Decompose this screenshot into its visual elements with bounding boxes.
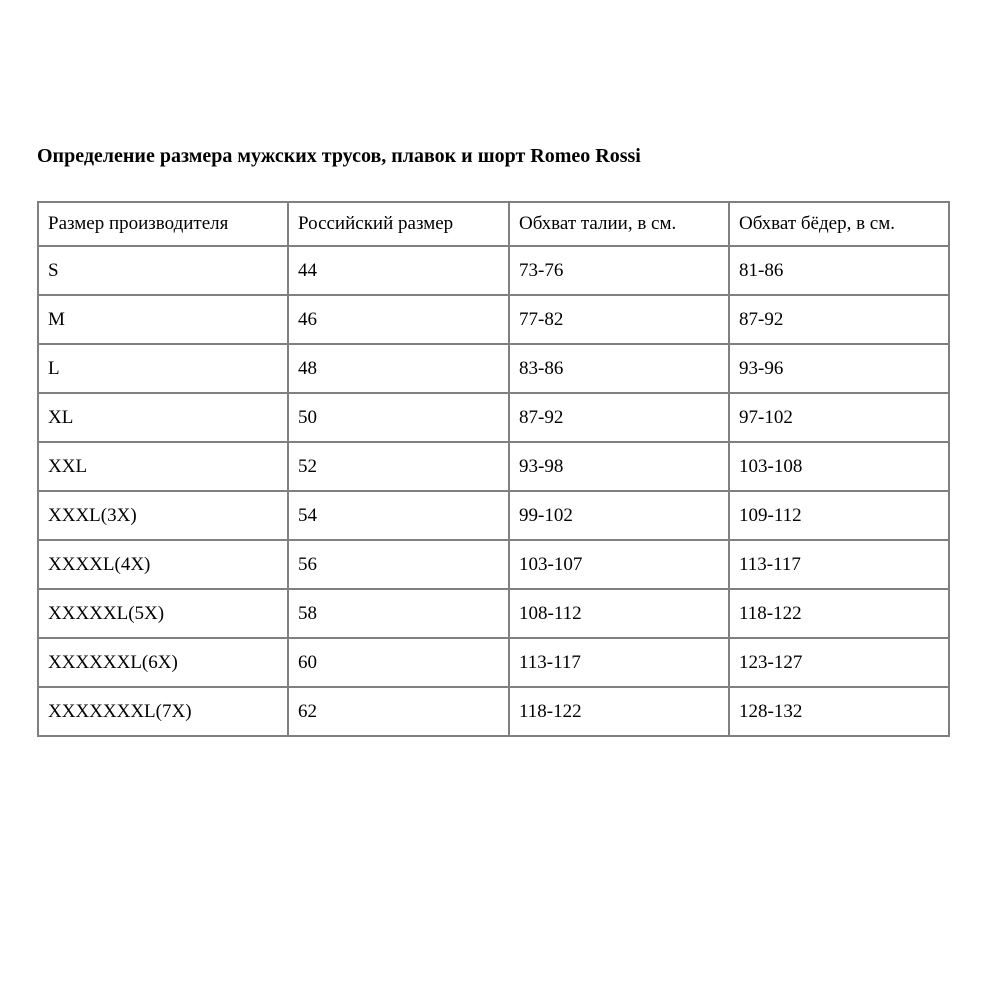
table-cell: 123-127: [729, 638, 949, 687]
table-cell: XXXXL(4X): [38, 540, 288, 589]
table-cell: 118-122: [729, 589, 949, 638]
table-cell: 54: [288, 491, 509, 540]
header-cell: Обхват бёдер, в см.: [729, 202, 949, 246]
table-row: [38, 589, 949, 638]
table-cell: 60: [288, 638, 509, 687]
table-cell: 52: [288, 442, 509, 491]
table-cell: 93-98: [509, 442, 729, 491]
table-cell: 93-96: [729, 344, 949, 393]
table-cell: XL: [38, 393, 288, 442]
table-cell: 87-92: [509, 393, 729, 442]
table-cell: 109-112: [729, 491, 949, 540]
header-cell: Обхват талии, в см.: [509, 202, 729, 246]
table-cell: XXXL(3X): [38, 491, 288, 540]
page-title: Определение размера мужских трусов, плавок и шорт Romeo Rossi: [37, 145, 641, 167]
table-cell: XXL: [38, 442, 288, 491]
table-row: [38, 687, 949, 736]
table-cell: 50: [288, 393, 509, 442]
table-cell: XXXXXL(5X): [38, 589, 288, 638]
table-cell: S: [38, 246, 288, 295]
table-row: [38, 442, 949, 491]
table-cell: 83-86: [509, 344, 729, 393]
table-row: [38, 393, 949, 442]
table-cell: 113-117: [509, 638, 729, 687]
table-cell: 128-132: [729, 687, 949, 736]
table-row: [38, 246, 949, 295]
table-cell: 48: [288, 344, 509, 393]
table-cell: 113-117: [729, 540, 949, 589]
table-cell: M: [38, 295, 288, 344]
table-row: [38, 491, 949, 540]
table-cell: 46: [288, 295, 509, 344]
table-cell: XXXXXXL(6X): [38, 638, 288, 687]
size-chart-table: [37, 201, 950, 737]
table-cell: 81-86: [729, 246, 949, 295]
table-cell: 44: [288, 246, 509, 295]
table-cell: 73-76: [509, 246, 729, 295]
table-cell: 77-82: [509, 295, 729, 344]
table-row: [38, 540, 949, 589]
table-cell: 56: [288, 540, 509, 589]
table-cell: 62: [288, 687, 509, 736]
table-cell: 58: [288, 589, 509, 638]
table-cell: XXXXXXXL(7X): [38, 687, 288, 736]
table-cell: 118-122: [509, 687, 729, 736]
table-cell: 103-108: [729, 442, 949, 491]
table-cell: 87-92: [729, 295, 949, 344]
header-row: [38, 202, 949, 246]
header-cell: Размер производителя: [38, 202, 288, 246]
table-cell: L: [38, 344, 288, 393]
table-row: [38, 295, 949, 344]
table-cell: 108-112: [509, 589, 729, 638]
table-cell: 97-102: [729, 393, 949, 442]
table-cell: 103-107: [509, 540, 729, 589]
table-row: [38, 638, 949, 687]
table-cell: 99-102: [509, 491, 729, 540]
table-row: [38, 344, 949, 393]
header-cell: Российский размер: [288, 202, 509, 246]
